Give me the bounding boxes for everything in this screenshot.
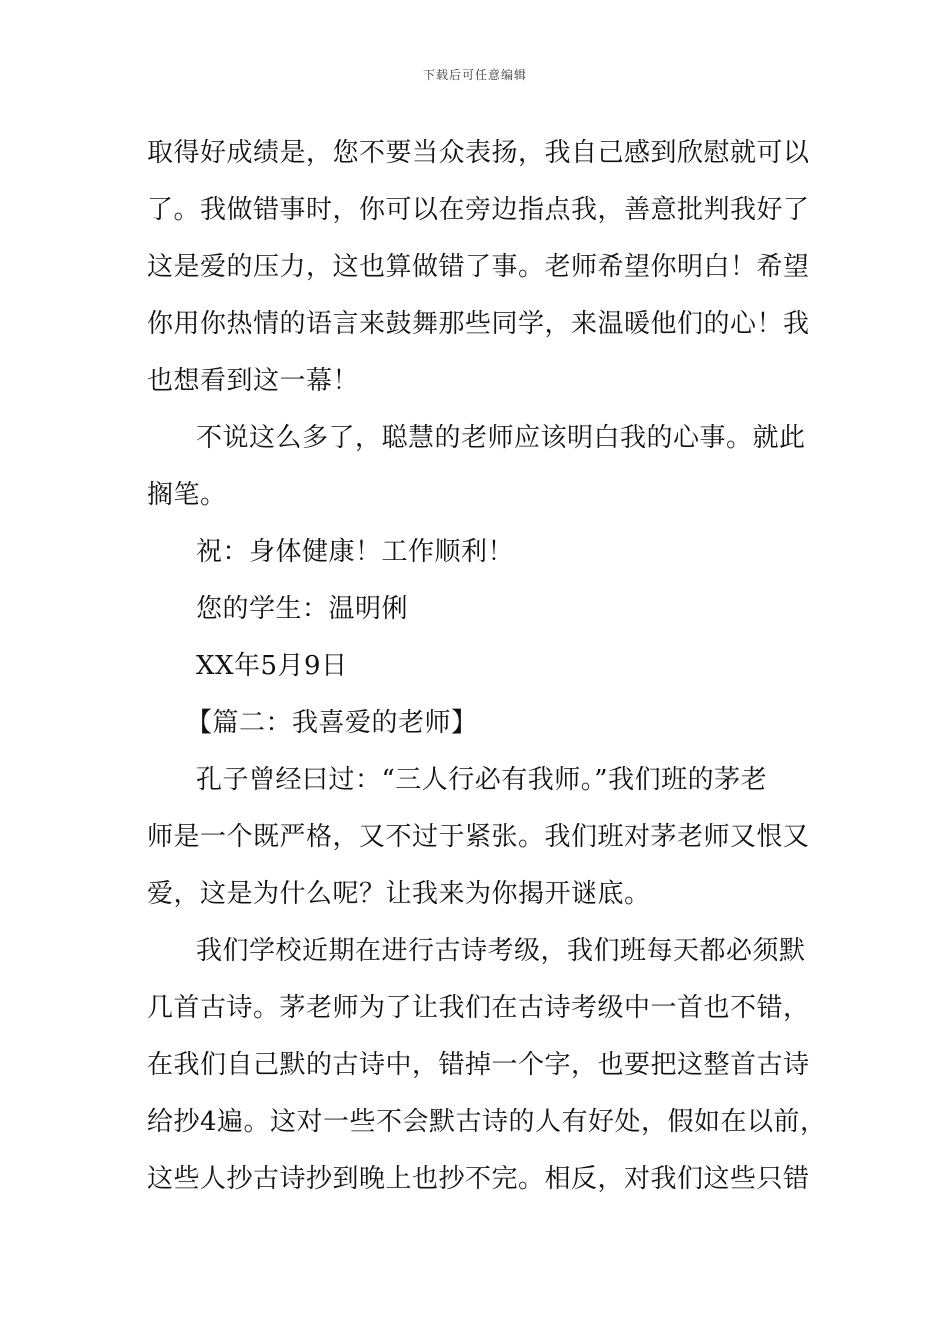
body-line: 不说这么多了，聪慧的老师应该明白我的心事。就此 bbox=[196, 423, 806, 453]
body-line: 几首古诗。茅老师为了让我们在古诗考级中一首也不错， bbox=[147, 993, 810, 1023]
body-line: 师是一个既严格，又不过于紧张。我们班对茅老师又恨又 bbox=[147, 822, 810, 852]
body-line: 给抄4遍。这对一些不会默古诗的人有好处，假如在以前， bbox=[147, 1107, 827, 1137]
body-line: 了。我做错事时，你可以在旁边指点我，善意批判我好了 bbox=[147, 195, 810, 225]
page-header: 下载后可任意编辑 bbox=[422, 68, 527, 82]
body-line: 我们学校近期在进行古诗考级，我们班每天都必须默 bbox=[196, 936, 806, 966]
body-line: 爱，这是为什么呢？让我来为你揭开谜底。 bbox=[147, 879, 651, 909]
signature-line: 您的学生：温明俐 bbox=[196, 594, 409, 624]
body-line: 在我们自己默的古诗中，错掉一个字，也要把这整首古诗 bbox=[147, 1050, 810, 1080]
body-line: 这些人抄古诗抄到晚上也抄不完。相反，对我们这些只错 bbox=[147, 1164, 810, 1194]
body-line: 孔子曾经曰过：“三人行必有我师。”我们班的茅老 bbox=[196, 765, 768, 795]
body-line: 搁笔。 bbox=[147, 480, 227, 510]
body-line: 你用你热情的语言来鼓舞那些同学，来温暖他们的心！我 bbox=[147, 309, 810, 339]
body-line: 也想看到这一幕！ bbox=[147, 366, 360, 396]
greeting-line: 祝：身体健康！工作顺利！ bbox=[196, 537, 515, 567]
date-line: XX年5月9日 bbox=[196, 651, 348, 681]
body-line: 取得好成绩是，您不要当众表扬，我自己感到欣慰就可以 bbox=[147, 138, 810, 168]
body-line: 这是爱的压力，这也算做错了事。老师希望你明白！希望 bbox=[147, 252, 810, 282]
section-heading: 【篇二：我喜爱的老师】 bbox=[186, 708, 478, 738]
